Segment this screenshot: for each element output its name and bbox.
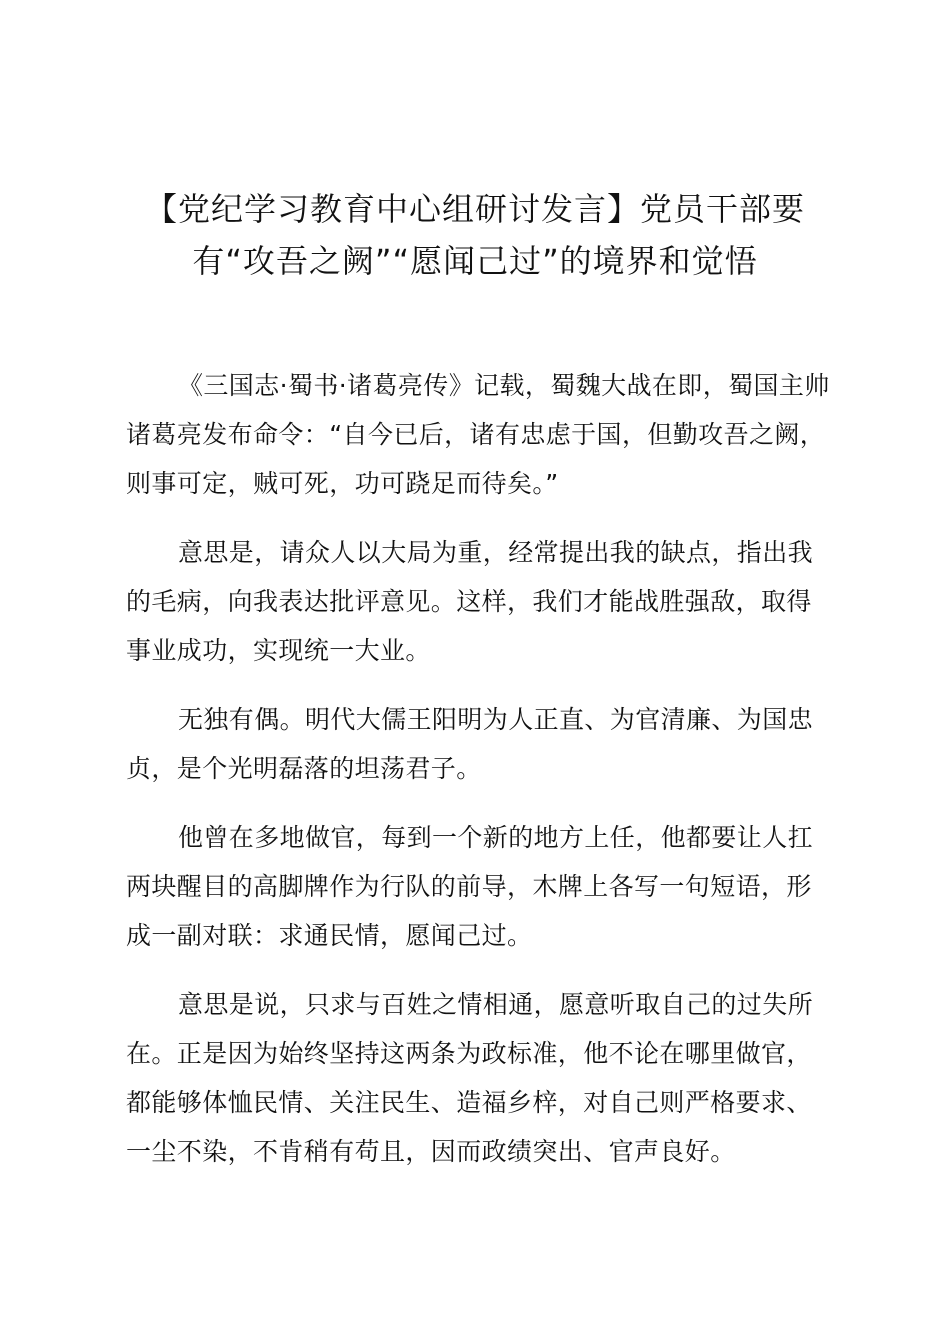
paragraph-4 [126, 813, 861, 960]
title-line-2: 有“攻吾之阙”“愿闻己过”的境界和觉悟 [192, 242, 758, 280]
paragraph-line: 意思是说，只求与百姓之情相通，愿意听取自己的过失所 [178, 990, 814, 1019]
title-line-1: 【党纪学习教育中心组研讨发言】党员干部要 [144, 190, 805, 228]
paragraph-line: 《三国志·蜀书·诸葛亮传》记载，蜀魏大战在即，蜀国主帅 [178, 371, 830, 400]
document-body [126, 361, 861, 1196]
paragraph-5 [126, 980, 861, 1176]
paragraph-line: 意思是，请众人以大局为重，经常提出我的缺点，指出我 [178, 538, 814, 567]
paragraph-line: 两块醒目的高脚牌作为行队的前导，木牌上各写一句短语，形 [126, 872, 812, 901]
paragraph-line: 无独有偶。明代大儒王阳明为人正直、为官清廉、为国忠 [178, 705, 814, 734]
document-title [95, 183, 855, 287]
paragraph-2 [126, 528, 861, 675]
paragraph-line: 一尘不染，不肯稍有苟且，因而政绩突出、官声良好。 [126, 1137, 736, 1166]
paragraph-line: 事业成功，实现统一大业。 [126, 636, 431, 665]
paragraph-3 [126, 695, 861, 793]
paragraph-line: 成一副对联：求通民情，愿闻己过。 [126, 921, 533, 950]
paragraph-line: 贞，是个光明磊落的坦荡君子。 [126, 754, 482, 783]
paragraph-line: 的毛病，向我表达批评意见。这样，我们才能战胜强敌，取得 [126, 587, 812, 616]
paragraph-line: 都能够体恤民情、关注民生、造福乡梓，对自己则严格要求、 [126, 1088, 812, 1117]
paragraph-line: 他曾在多地做官，每到一个新的地方上任，他都要让人扛 [178, 823, 814, 852]
paragraph-1 [126, 361, 861, 508]
paragraph-line: 诸葛亮发布命令：“自今已后，诸有忠虑于国，但勤攻吾之阙， [126, 420, 826, 449]
paragraph-line: 则事可定，贼可死，功可跷足而待矣。” [126, 469, 559, 498]
paragraph-line: 在。正是因为始终坚持这两条为政标准，他不论在哪里做官， [126, 1039, 812, 1068]
